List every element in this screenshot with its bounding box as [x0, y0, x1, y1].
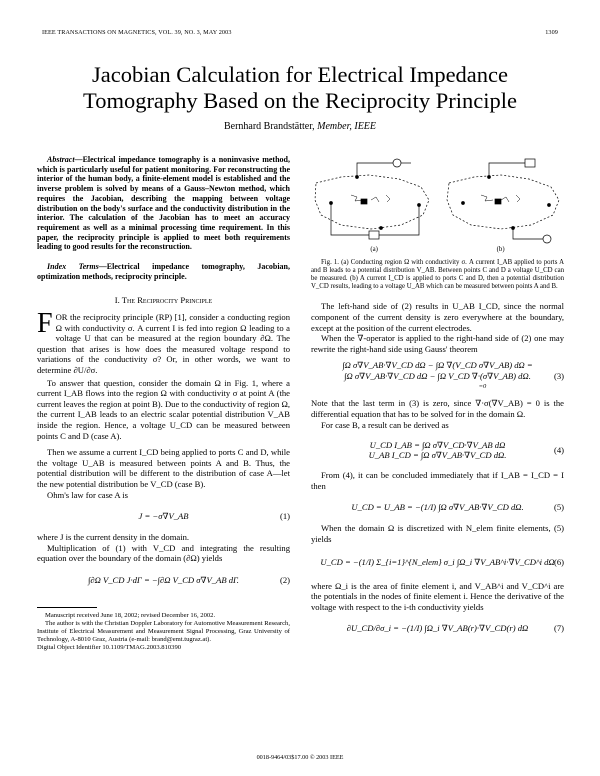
abstract — [37, 155, 290, 252]
equation-7 — [311, 617, 564, 639]
paper-title — [0, 62, 600, 114]
title-line-1: Jacobian Calculation for Electrical Impedance — [91, 62, 509, 87]
footnote-author-info: The author is with the Christian Doppler Laboratory for Automotive Measurement Research, Institute of Electrical Measurement and Measurement Signal Processing, Graz University of Technology, A-8010 Graz, Austria (e-mail: brand@emt.tugraz.at). — [37, 619, 291, 643]
footnote-received: Manuscript received June 18, 2002; revised December 16, 2002. — [45, 611, 216, 619]
section-heading: I. The Reciprocity Principle — [114, 295, 213, 306]
author-line — [0, 121, 600, 132]
equation-5 — [311, 496, 564, 518]
right-paragraph-5: From (4), it can be concluded immediately that if I_AB = I_CD = I then — [311, 470, 564, 491]
equation-5-body: U_CD = U_AB = −(1/I) ∫Ω σ∇V_AB·∇V_CD dΩ. — [351, 502, 524, 513]
figure-panel-a — [315, 159, 429, 239]
equation-4 — [311, 435, 564, 465]
paragraph-1: OR the reciprocity principle (RP) [1], consider a conducting region Ω with conductivity σ. A current I is fed into region Ω leading to a voltage U that can be measured at the region boundary ∂Ω. The question that arises is how does the measured voltage respond to variations of the conductivity σ? Or, in other words, we want to determine ∂U/∂σ. — [37, 312, 290, 375]
figure-label-b: (b) — [496, 246, 505, 253]
intro-paragraph — [37, 308, 290, 376]
equation-1 — [37, 505, 290, 527]
paragraph-3: Then we assume a current I_CD being applied to ports C and D, while the voltage U_AB is measured between points A and B. Thus, the potential distribution will be different to the distribution of case A—let the new potential distribution be V_CD (case B). — [37, 447, 290, 489]
author-name: Bernhard Brandstätter, — [223, 121, 315, 132]
equation-6 — [311, 550, 564, 576]
equation-2 — [37, 569, 290, 591]
equation-6-number: (6) — [553, 557, 564, 568]
right-paragraph-1: The left-hand side of (2) results in U_AB I_CD, since the normal component of the current density is zero everywhere at the boundary, except at the position of the current electrodes. — [311, 301, 564, 333]
footnote-doi: Digital Object Identifier 10.1109/TMAG.2003.810390 — [37, 643, 182, 651]
drop-cap: F — [37, 308, 53, 340]
figure-1 — [311, 155, 564, 247]
equation-2-number: (2) — [279, 574, 290, 585]
abstract-label: Abstract— — [47, 155, 83, 164]
right-column — [311, 155, 564, 644]
page-number: 1309 — [545, 29, 558, 36]
equation-4-number: (4) — [553, 444, 564, 455]
paragraph-4: Ohm's law for case A is — [47, 489, 129, 500]
index-terms-label: Index Terms— — [47, 262, 107, 272]
title-line-2: Tomography Based on the Reciprocity Principle — [83, 88, 517, 113]
paragraph-6: Multiplication of (1) with V_CD and integrating the resulting equation over the boundary of the domain (∂Ω) yields — [37, 542, 290, 564]
left-column — [37, 155, 290, 652]
equation-3 — [311, 359, 564, 393]
equation-1-body: J = −σ∇V_AB — [138, 510, 189, 521]
abstract-text: Electrical impedance tomography is a noninvasive method, which is particularly useful for patient monitoring. For reconstructing the interior of the human body, a finite-element model is established and the inverse problem is solved by means of a Gauss–Newton method, which requires the Jacobian, describing the mapping between voltage distribution on the body's surface and the conductivity distribution in the interior. The calculation of the Jacobian has to meet an accuracy requirement as well as a minimal processing time requirement. In this paper, the reciprocity principle is applied to meet both requirements leading to good results for the reconstruction. — [37, 155, 290, 252]
equation-6-body: U_CD = −(1/I) Σ_{i=1}^{N_elem} σ_i ∫Ω_i ∇V_AB^i·∇V_CD^i dΩ — [320, 557, 555, 568]
equation-3-line-1: ∫Ω σ∇V_AB·∇V_CD dΩ − ∫Ω ∇(V_CD σ∇V_AB) dΩ = — [342, 360, 533, 371]
author-role: Member, IEEE — [317, 121, 377, 132]
equation-3-brace: =0 — [478, 382, 487, 390]
equation-3-line-2: ∫Ω σ∇V_AB·∇V_CD dΩ − ∫Ω V_CD ∇·(σ∇V_AB) dΩ. — [344, 371, 531, 382]
equation-3-number: (3) — [553, 371, 564, 382]
figure-label-a: (a) — [370, 246, 378, 253]
paragraph-2: To answer that question, consider the domain Ω in Fig. 1, where a current I_AB flows into the region Ω with conductivity σ at point A (the current leaves the region at point B). Due to the conductivity of region Ω, the current I_AB leads to an electric scalar potential distribution V_AB inside the region. Hence, a voltage U_CD can be measured between points C and D (case A). — [37, 377, 290, 441]
equation-4-line-2: U_AB I_CD = ∫Ω σ∇V_AB·∇V_CD dΩ. — [368, 450, 507, 461]
equation-4-line-1: U_CD I_AB = ∫Ω σ∇V_CD·∇V_AB dΩ — [369, 439, 506, 450]
figure-panel-b — [447, 159, 559, 243]
footnote-divider — [37, 607, 97, 608]
equation-7-body: ∂U_CD/∂σ_i = −(1/I) ∫Ω_i ∇V_AB(r)·∇V_CD(r) dΩ — [346, 623, 529, 634]
right-paragraph-3: Note that the last term in (3) is zero, since ∇·σ(∇V_AB) = 0 is the differential equation that has to be solved for in the domain Ω. — [311, 398, 564, 419]
figure-1-diagram — [311, 155, 564, 247]
right-paragraph-6: When the domain Ω is discretized with N_elem finite elements, (5) yields — [311, 523, 564, 544]
equation-5-number: (5) — [553, 502, 564, 513]
index-terms-text: Electrical impedance tomography, Jacobian, optimization methods, reciprocity principle. — [37, 262, 291, 281]
equation-2-body: ∫∂Ω V_CD J·dΓ = −∫∂Ω V_CD σ∇V_AB dΓ. — [88, 574, 239, 585]
equation-1-number: (1) — [279, 510, 290, 521]
right-paragraph-4: For case B, a result can be derived as — [321, 419, 449, 430]
index-terms — [37, 262, 290, 281]
paragraph-5: where J is the current density in the domain. — [37, 532, 190, 543]
right-paragraph-7: where Ω_i is the area of finite element i, and V_AB^i and V_CD^i are the potentials in the nodes of finite element i. Hence the derivative of the voltage with respect to the i-th conductivity yields — [311, 580, 564, 612]
equation-7-number: (7) — [553, 623, 564, 634]
figure-caption: Fig. 1. (a) Conducting region Ω with conductivity σ. A current I_AB applied to ports A and B leads to a potential distribution V_AB. Between points C and D a voltage U_CD can be measured. (b) A current I_CD is applied to ports C and D, then a potential distribution V_CD results, leading to a voltage U_AB which can be measured between points A and B. — [311, 258, 564, 291]
copyright-line: 0018-9464/03$17.00 © 2003 IEEE — [256, 754, 344, 761]
right-paragraph-2: When the ∇-operator is applied to the right-hand side of (2) one may rewrite the right-hand side using Gauss' theorem — [311, 333, 564, 354]
journal-header: IEEE TRANSACTIONS ON MAGNETICS, VOL. 39, NO. 3, MAY 2003 — [42, 29, 232, 36]
